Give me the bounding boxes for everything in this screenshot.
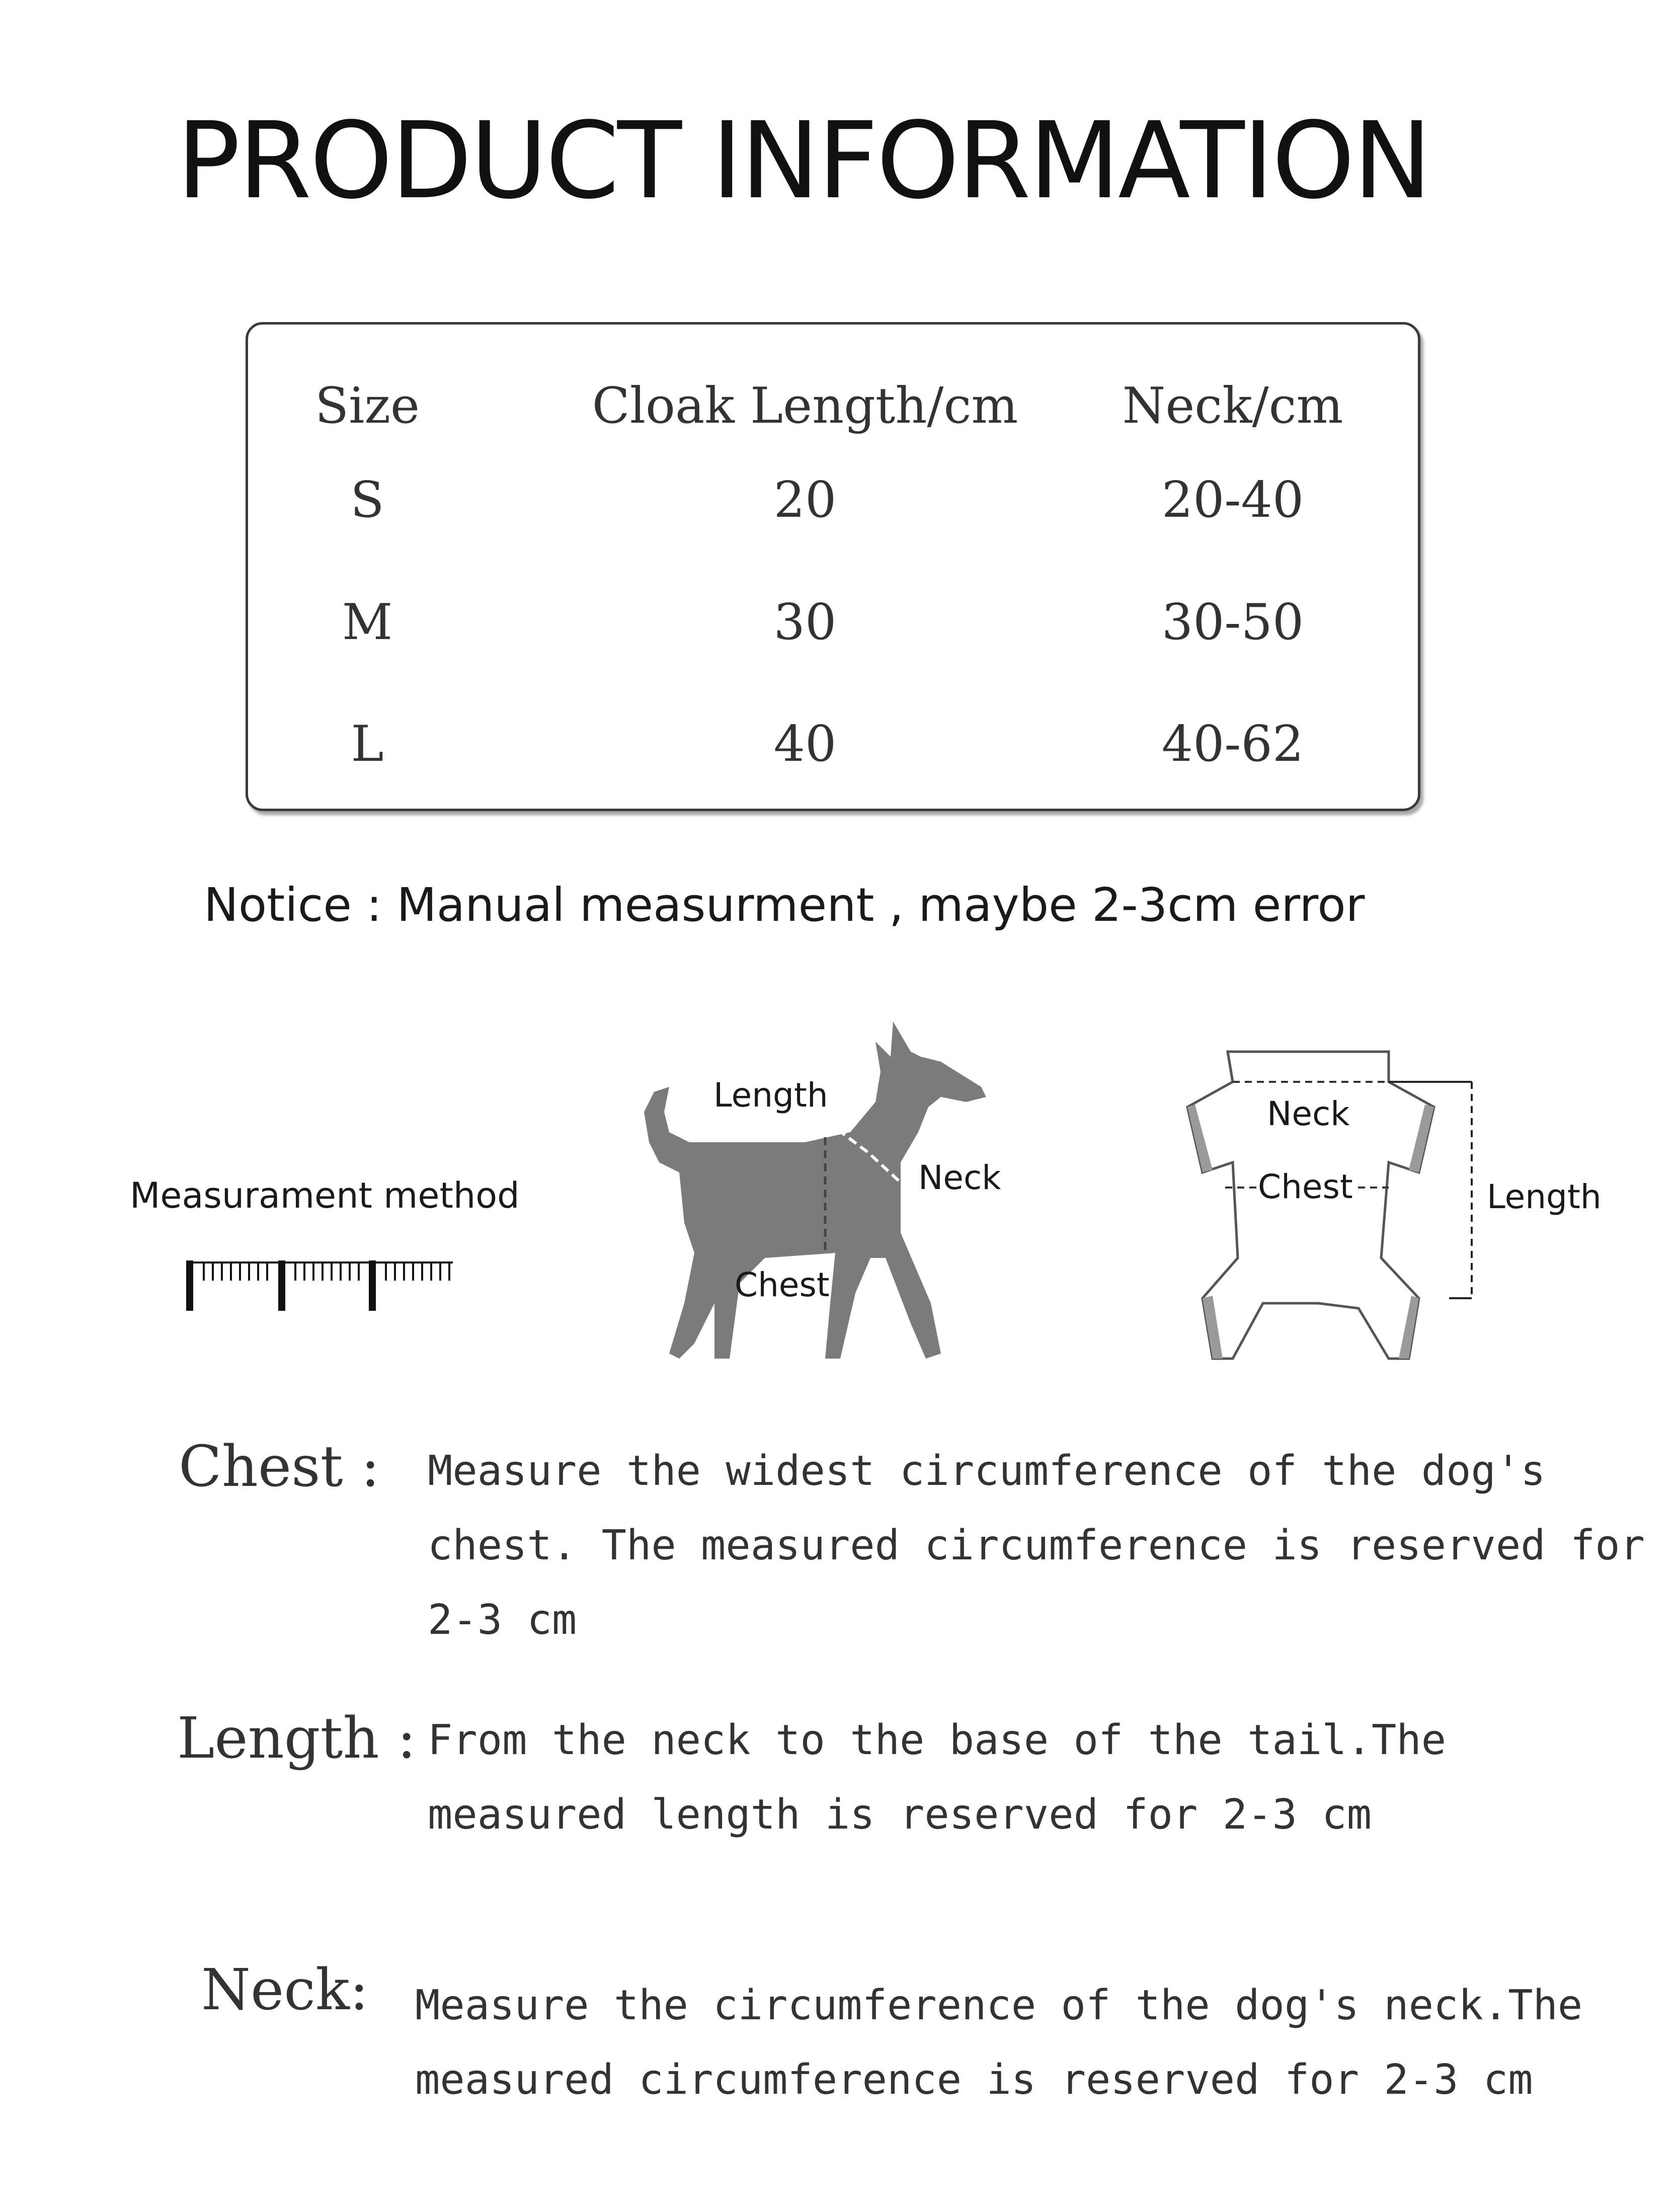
ruler-icon [184,1255,465,1321]
chest-term: Chest : [179,1434,380,1499]
dog-chest-label: Chest [735,1266,830,1304]
length-description-line: From the neck to the base of the tail.The [428,1716,1447,1764]
notice-text: Notice : Manual measurment , maybe 2-3cm error [204,878,1365,932]
table-cell: M [342,594,393,651]
table-cell: 20-40 [1161,471,1304,529]
length-description-line: measured length is reserved for 2-3 cm [428,1791,1372,1839]
chest-description [428,1434,1645,1657]
chest-description-line: chest. The measured circumference is reserved for [428,1522,1645,1569]
table-cell: 40-62 [1161,716,1304,773]
dog-length-label: Length [713,1076,828,1115]
table-cell: 20 [773,471,837,529]
length-description [428,1703,1446,1852]
garment-chest-label: Chest [1258,1167,1353,1206]
dog-icon [639,1021,1001,1374]
table-header-size: Size [314,377,420,435]
table-header-length: Cloak Length/cm [592,377,1018,435]
chest-description-line: Measure the widest circumference of the dog's [428,1447,1546,1495]
table-header-neck: Neck/cm [1122,377,1343,435]
table-cell: 30 [773,594,837,651]
neck-term: Neck: [201,1957,369,2023]
dog-neck-label: Neck [918,1158,1001,1197]
garment-neck-label: Neck [1267,1094,1350,1133]
garment-length-label: Length [1487,1177,1602,1216]
chest-description-line: 2-3 cm [428,1596,577,1644]
neck-description [415,1968,1582,2117]
length-term: Length : [177,1706,416,1771]
table-cell: 40 [773,716,837,773]
table-cell: L [351,716,384,773]
measurement-method-label: Measurament method [130,1175,520,1216]
neck-description-line: measured circumference is reserved for 2-3 cm [415,2056,1533,2104]
neck-description-line: Measure the circumference of the dog's neck.The [415,1982,1583,2029]
page-title: PRODUCT INFORMATION [176,99,1430,222]
table-cell: 30-50 [1161,594,1304,651]
table-cell: S [350,471,384,529]
